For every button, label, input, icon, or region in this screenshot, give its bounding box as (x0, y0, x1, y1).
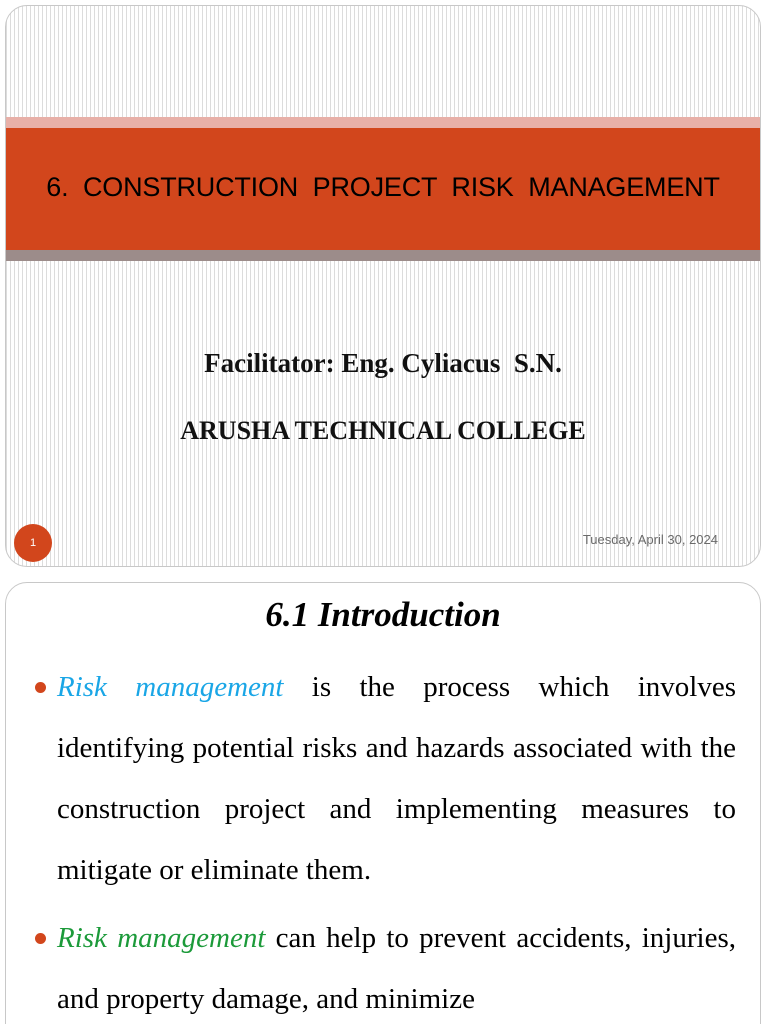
college-name: ARUSHA TECHNICAL COLLEGE (180, 416, 586, 445)
bullet-dot-icon (35, 933, 46, 944)
bullet-dot-icon (35, 682, 46, 693)
bullet-term: Risk management (57, 922, 266, 954)
bullet-text: can help to prevent accidents, injuries, and property damage, and minimize (57, 922, 736, 1015)
title-band-top-stripe (6, 117, 760, 128)
title-slide (5, 5, 761, 567)
slide-title: 6. CONSTRUCTION PROJECT RISK MANAGEMENT (46, 172, 720, 202)
section-heading: 6.1 Introduction (265, 595, 501, 634)
bullet-term: Risk management (57, 671, 284, 703)
slide-number-badge: 1 (14, 524, 52, 562)
facilitator-line: Facilitator: Eng. Cyliacus S.N. (204, 348, 562, 378)
bullet-item (57, 908, 736, 1024)
introduction-slide (5, 582, 761, 1024)
title-band-bottom-stripe (6, 250, 760, 261)
bullet-text: is the process which involves identifying potential risks and hazards associated with the construction project and implementing measures to mitigate or eliminate them. (57, 671, 736, 886)
bullet-item (57, 657, 736, 901)
slide-date: Tuesday, April 30, 2024 (582, 532, 718, 547)
